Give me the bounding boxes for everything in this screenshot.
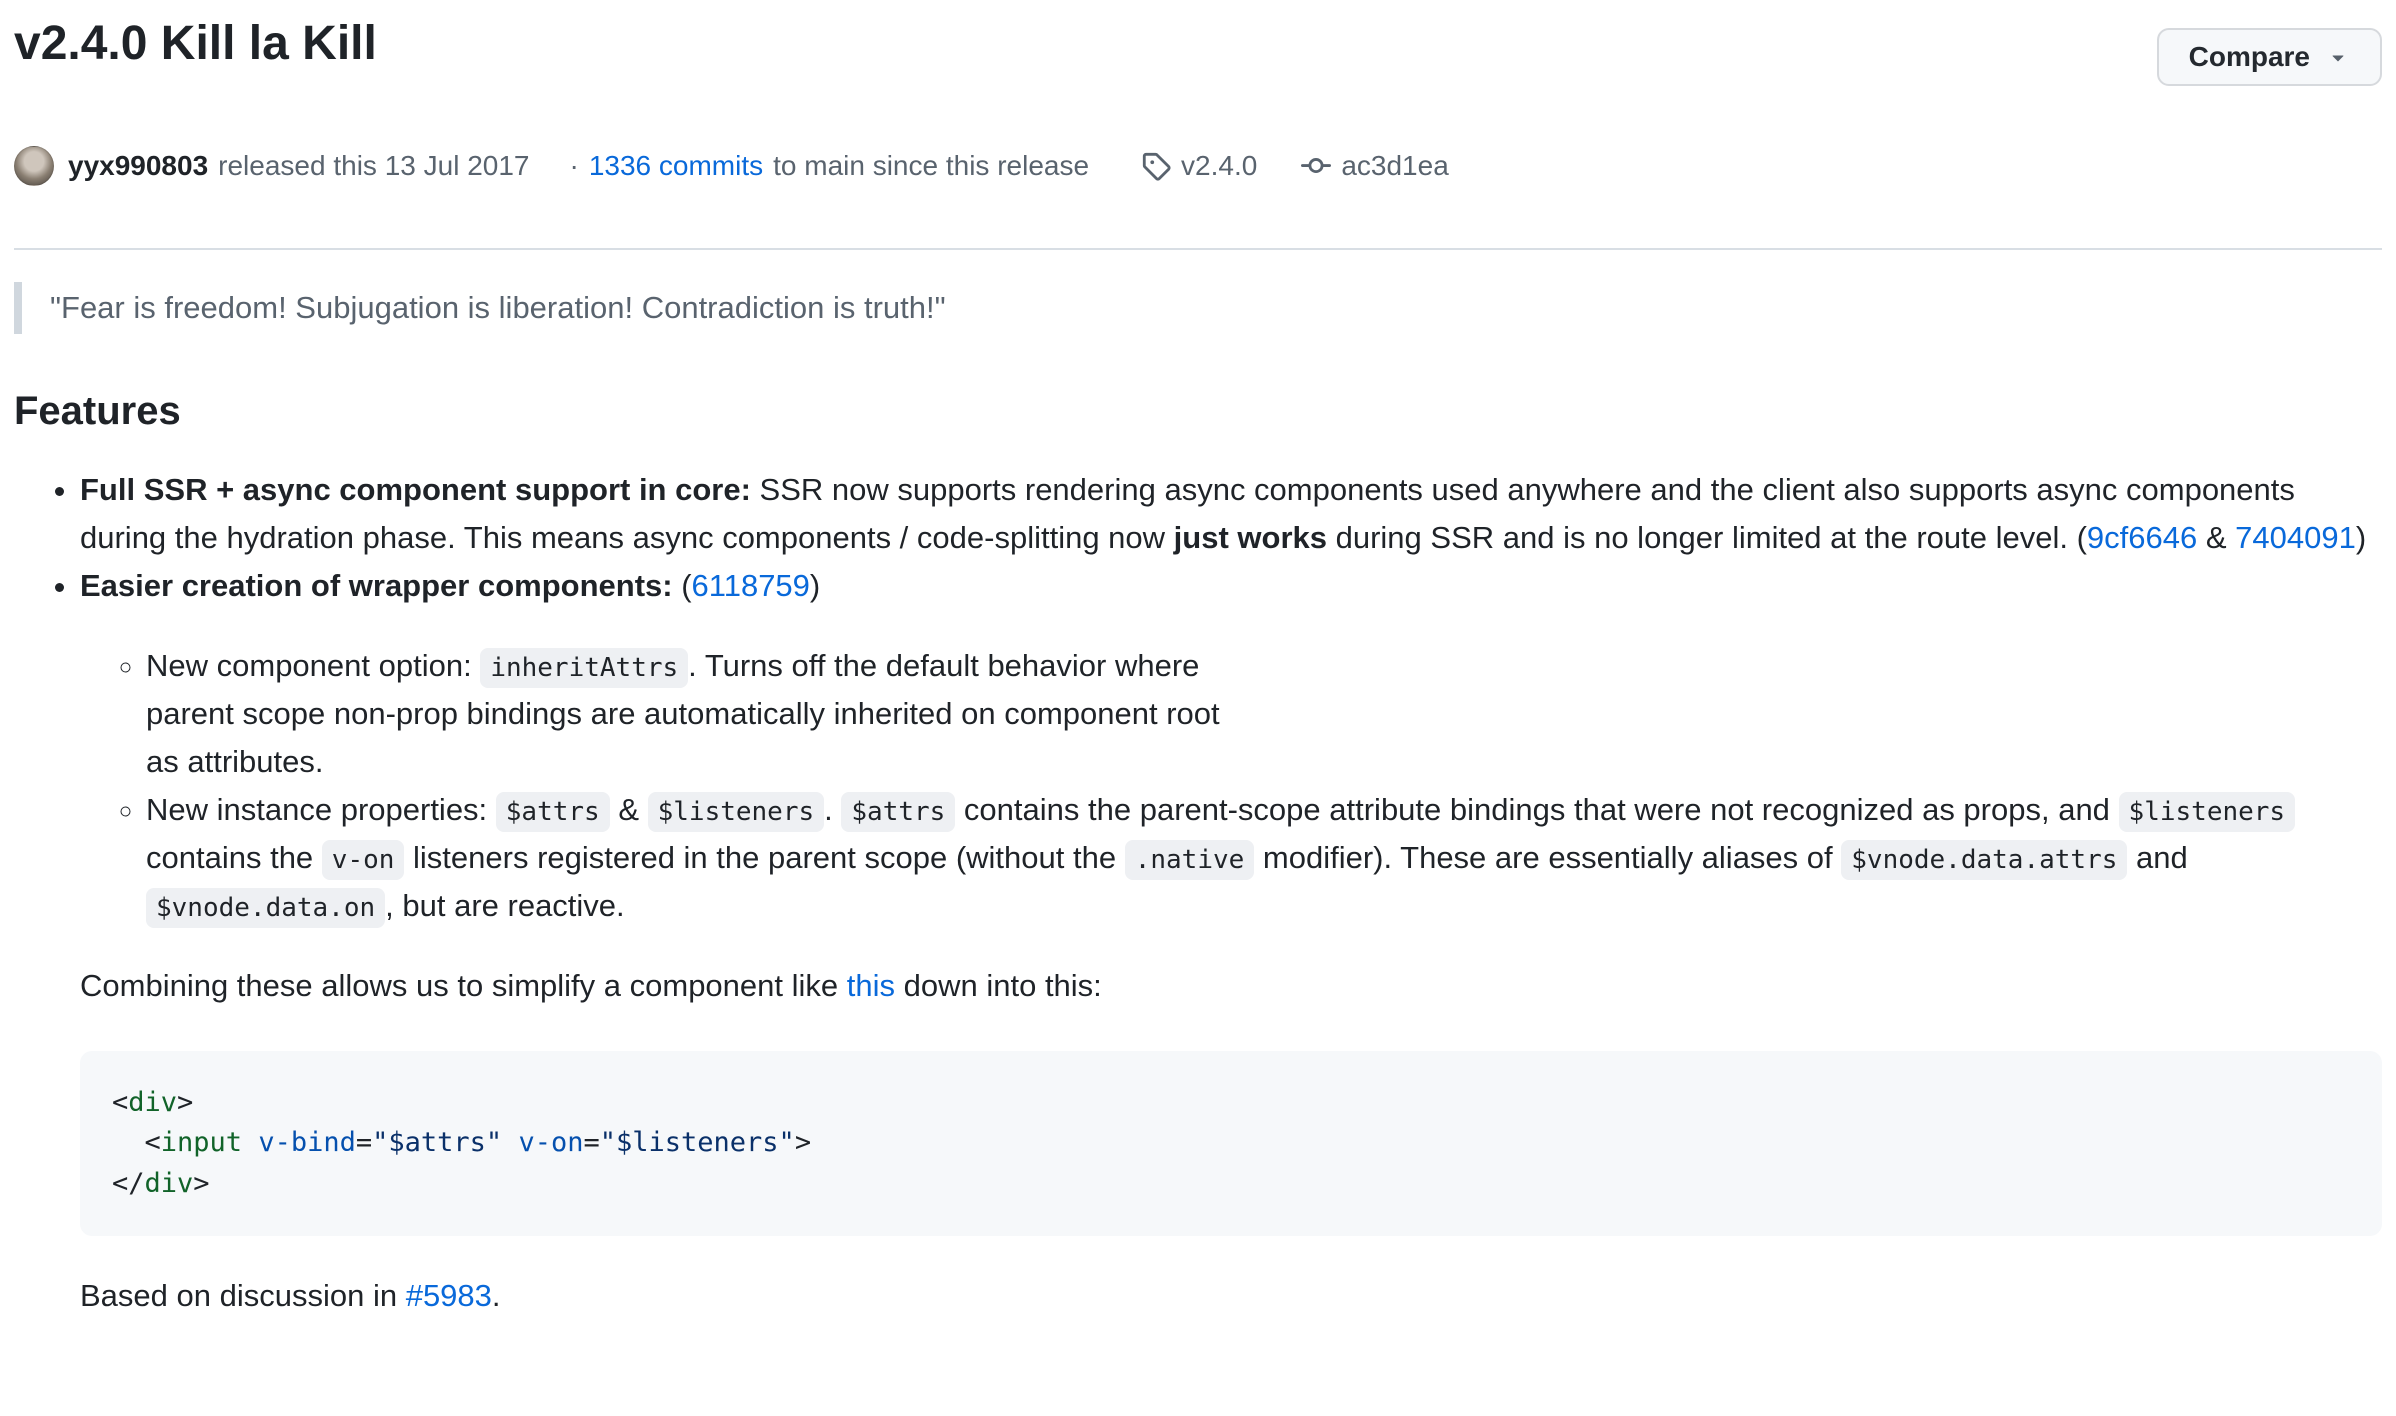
based-on-paragraph: Based on discussion in #5983. [80, 1278, 501, 1314]
link[interactable]: #5983 [405, 1278, 492, 1314]
inline-code: $listeners [648, 792, 825, 832]
code-token-str: "$listeners" [599, 1127, 795, 1159]
commits-rest-text: to main since this release [773, 150, 1090, 181]
inline-code: $listeners [2119, 792, 2296, 832]
list-item-wrapper-components [80, 562, 2382, 1320]
tag-icon [1141, 151, 1171, 181]
inline-code: $vnode.data.attrs [1841, 840, 2127, 880]
inline-code: v-on [322, 840, 405, 880]
release-body [14, 282, 2382, 1320]
features-list [14, 466, 2382, 1320]
header-top-row [14, 14, 2382, 86]
sub-instance-props-text: ◦ New instance properties: $attrs & $listeners . $attrs contains the parent-scope attribute bindings that were not recognized as props, and $listeners contains the v-on listeners registered in the parent scope (without the .native modifier). These are essentially aliases of $vnode.data.attrs and $vnode.data.on , but are reactive. [146, 786, 2382, 930]
inline-code: inheritAttrs [480, 648, 688, 688]
commits-line [569, 150, 1089, 182]
compare-button-label: Compare [2188, 41, 2310, 72]
chevron-down-icon [2326, 45, 2350, 69]
inline-code: $vnode.data.on [146, 888, 385, 928]
avatar[interactable] [14, 146, 54, 186]
list-item-instance-properties [146, 786, 2382, 930]
bold-text: Easier creation of wrapper components: [80, 568, 673, 604]
author-link[interactable]: yyx990803 [68, 150, 209, 181]
code-token-attr: v-bind [258, 1127, 356, 1159]
separator-dot: · [569, 150, 579, 181]
author-line [68, 150, 529, 182]
code-block [80, 1051, 2382, 1237]
commits-link[interactable]: 1336 commits [588, 150, 764, 181]
release-title: v2.4.0 Kill la Kill [14, 17, 377, 70]
link[interactable]: 7404091 [2235, 520, 2356, 556]
link[interactable]: 9cf6646 [2086, 520, 2198, 556]
released-text: released this 13 Jul 2017 [218, 150, 530, 181]
feature-wrapper-text: • Easier creation of wrapper components: (6118759) [80, 568, 821, 604]
bold-text: just works [1173, 520, 1327, 556]
code-token-str: "$attrs" [372, 1127, 503, 1159]
code-token-tag: input [160, 1127, 243, 1159]
code-token-tag: div [128, 1086, 178, 1118]
header-divider [14, 248, 2382, 250]
feature-ssr-text: • Full SSR + async component support in core: SSR now supports rendering async components used anywhere and the client also supports async components during the hydration phase. This means async components / code-splitting now just works during SSR and is no longer limited at the route level. (9cf6646 & 7404091) [80, 472, 2367, 556]
commit-group [1301, 150, 1448, 182]
code-token-attr: v-on [518, 1127, 584, 1159]
tag-group [1141, 150, 1257, 182]
bold-text: Full SSR + async component support in core: [80, 472, 751, 508]
link[interactable]: this [846, 968, 896, 1004]
list-item-inherit-attrs [146, 642, 2382, 786]
sub-inherit-attrs-text: ◦ New component option: inheritAttrs . Turns off the default behavior where parent scope non-prop bindings are automatically inherited on component root as attributes. [146, 648, 1220, 780]
link[interactable]: 6118759 [691, 568, 810, 604]
list-item-ssr [80, 466, 2382, 562]
combining-paragraph: Combining these allows us to simplify a component like this down into this: [80, 968, 1102, 1004]
features-heading: Features [14, 389, 181, 434]
code-content: <div> <input v-bind="$attrs" v-on="$listeners"> </div> [112, 1086, 812, 1199]
code-token-tag: div [144, 1167, 194, 1199]
release-meta [14, 146, 2382, 186]
inline-code: .native [1125, 840, 1255, 880]
release-header [14, 14, 2382, 186]
quote-block: "Fear is freedom! Subjugation is liberation! Contradiction is truth!" [14, 282, 2382, 334]
inline-code: $attrs [496, 792, 610, 832]
compare-button[interactable] [2157, 28, 2382, 86]
wrapper-sublist [80, 642, 2382, 930]
tag-label: v2.4.0 [1181, 150, 1258, 181]
inline-code: $attrs [841, 792, 955, 832]
commit-sha: ac3d1ea [1341, 150, 1449, 181]
git-commit-icon [1301, 151, 1331, 181]
